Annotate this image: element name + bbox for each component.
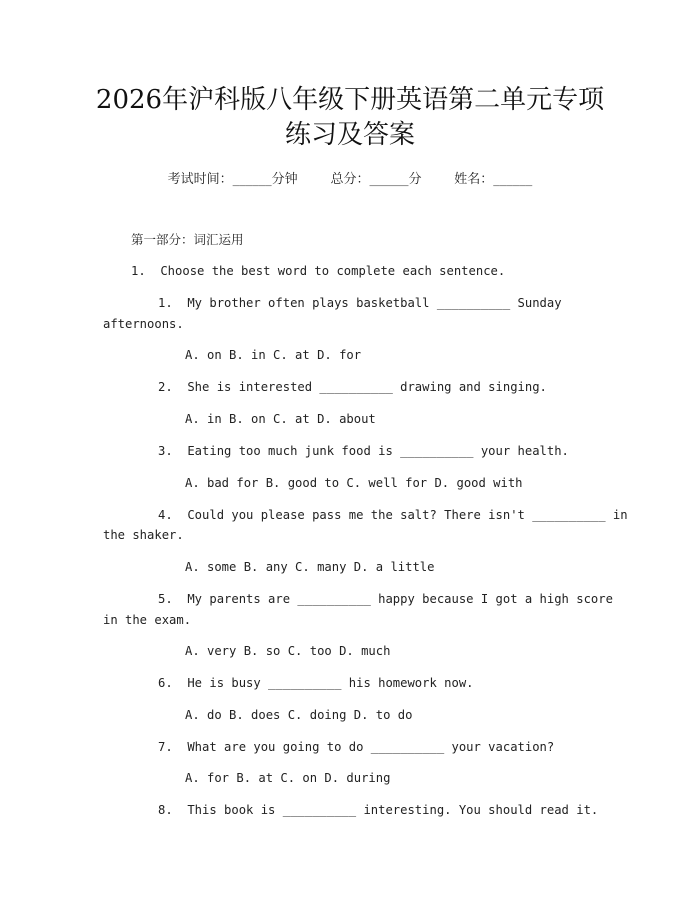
exam-meta [0, 168, 700, 187]
question-8-text: 8. This book is __________ interesting. You should read it. [158, 803, 599, 817]
section-heading: 第一部分：词汇运用 [131, 232, 244, 247]
question-4-text-cont: the shaker. [103, 528, 184, 542]
question-6-options: A. do B. does C. doing D. to do [185, 708, 413, 722]
question-2-options: A. in B. on C. at D. about [185, 412, 376, 426]
question-1-options: A. on B. in C. at D. for [185, 348, 362, 362]
question-1-text-cont: afternoons. [103, 317, 184, 331]
section-instruction: 1. Choose the best word to complete each sentence. [131, 264, 506, 278]
question-2-text: 2. She is interested __________ drawing and singing. [158, 380, 547, 394]
question-1-text: 1. My brother often plays basketball __________ Sunday [158, 296, 562, 310]
question-4-options: A. some B. any C. many D. a little [185, 560, 435, 574]
question-3-text: 3. Eating too much junk food is __________ your health. [158, 444, 569, 458]
question-5-options: A. very B. so C. too D. much [185, 644, 391, 658]
exam-time: 考试时间：______分钟 [167, 172, 298, 187]
document-title-line-2: 练习及答案 [284, 120, 415, 150]
question-5-text: 5. My parents are __________ happy because I got a high score [158, 592, 613, 606]
question-6-text: 6. He is busy __________ his homework now. [158, 676, 474, 690]
question-7-options: A. for B. at C. on D. during [185, 771, 391, 785]
question-7-text: 7. What are you going to do __________ your vacation? [158, 740, 555, 754]
document-title-line-1: 2026年沪科版八年级下册英语第二单元专项 [95, 85, 605, 115]
student-name-field: 姓名：______ [454, 172, 533, 187]
question-4-text: 4. Could you please pass me the salt? There isn't __________ in [158, 508, 628, 522]
question-3-options: A. bad for B. good to C. well for D. good with [185, 476, 523, 490]
exam-total-score: 总分：______分 [330, 172, 422, 187]
question-5-text-cont: in the exam. [103, 613, 192, 627]
